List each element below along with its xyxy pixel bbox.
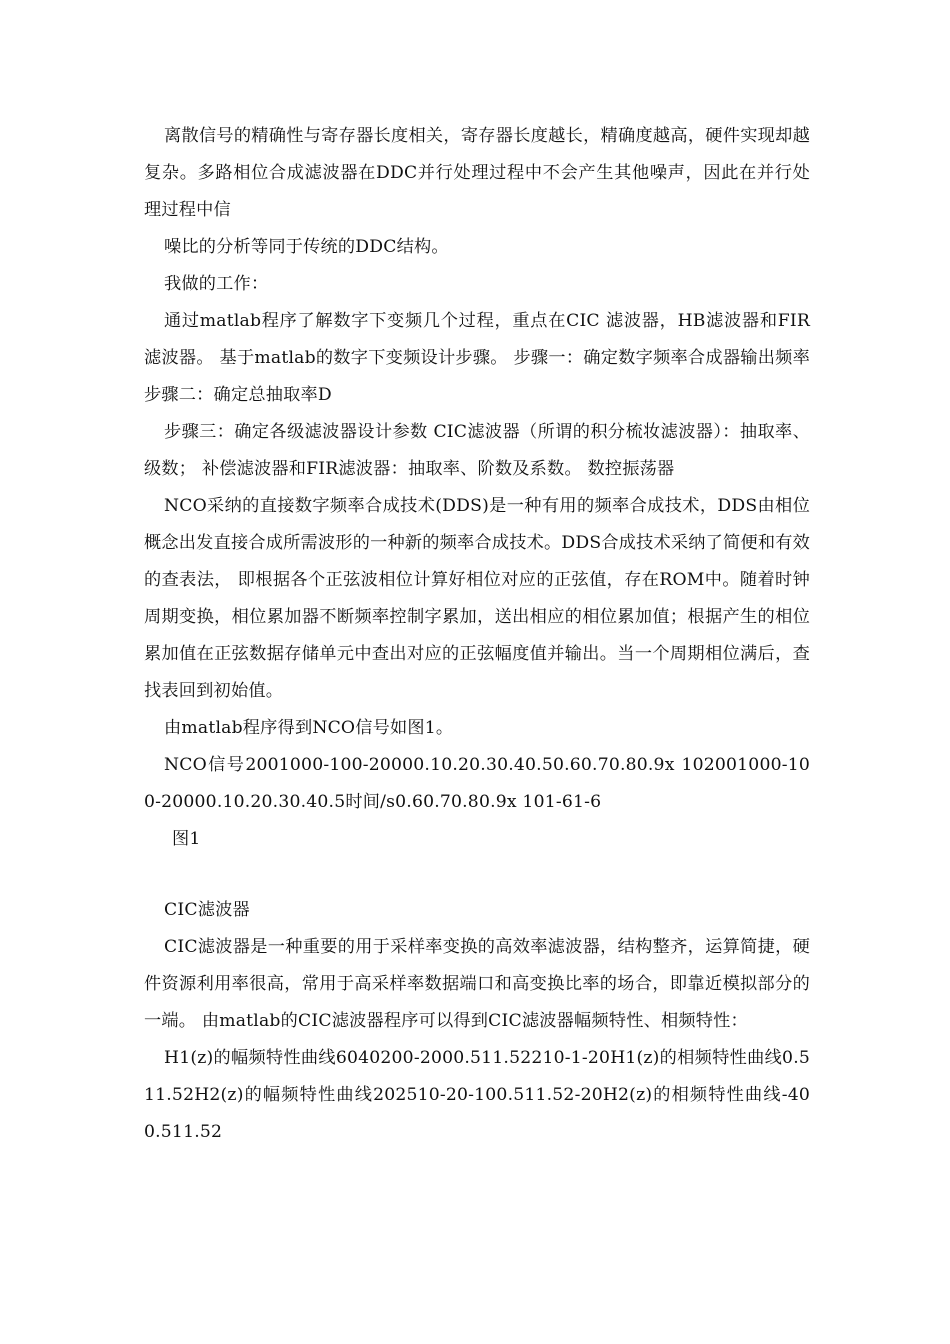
paragraph-cic-curves-residue: H1(z)的幅频特性曲线6040200-2000.511.52210-1-20H1(z)的相频特性曲线0.511.52H2(z)的幅频特性曲线202510-20-100.511.52-20H2(z)的相频特性曲线-400.511.52	[144, 1048, 810, 1142]
document-page	[144, 118, 810, 1151]
figure-caption: 图1	[172, 829, 201, 849]
paragraph-design-steps: 通过matlab程序了解数字下变频几个过程，重点在CIC 滤波器，HB滤波器和FIR滤波器。 基于matlab的数字下变频设计步骤。 步骤一：确定数字频率合成器输出频率 步骤二：确定总抽取率D	[144, 311, 810, 405]
spacer	[144, 858, 810, 892]
paragraph-cic-description: CIC滤波器是一种重要的用于采样率变换的高效率滤波器，结构整齐，运算简捷，硬件资源利用率很高，常用于高采样率数据端口和高变换比率的场合，即靠近模拟部分的一端。 由matlab的CIC滤波器程序可以得到CIC滤波器幅频特性、相频特性：	[144, 937, 810, 1031]
paragraph-step-three: 步骤三：确定各级滤波器设计参数 CIC滤波器（所谓的积分梳妆滤波器）：抽取率、级数； 补偿滤波器和FIR滤波器：抽取率、阶数及系数。 数控振荡器	[144, 422, 810, 479]
paragraph-nco-figure-ref: 由matlab程序得到NCO信号如图1。	[164, 718, 454, 738]
paragraph-nco-dds: NCO采纳的直接数字频率合成技术(DDS)是一种有用的频率合成技术，DDS由相位概念出发直接合成所需波形的一种新的频率合成技术。DDS合成技术采纳了简便和有效的查表法， 即根据各个正弦波相位计算好相位对应的正弦值，存在ROM中。随着时钟周期变换，相位累加器不断频率控制字累加，送出相应的相位累加值；根据产生的相位累加值在正弦数据存储单元中查出对应的正弦幅度值并输出。当一个周期相位满后，查找表回到初始值。	[144, 496, 810, 701]
paragraph-snr-analysis: 噪比的分析等同于传统的DDC结构。	[164, 237, 449, 257]
paragraph-my-work-heading: 我做的工作：	[164, 274, 269, 294]
section-heading-cic: CIC滤波器	[164, 900, 250, 920]
paragraph-nco-signal-residue: NCO信号2001000-100-20000.10.20.30.40.50.60.70.80.9x 102001000-100-20000.10.20.30.40.5时间/s0.60.70.80.9x 101-61-6	[144, 755, 810, 812]
paragraph-register-precision: 离散信号的精确性与寄存器长度相关，寄存器长度越长，精确度越高，硬件实现却越复杂。多路相位合成滤波器在DDC并行处理过程中不会产生其他噪声，因此在并行处理过程中信	[144, 126, 810, 220]
